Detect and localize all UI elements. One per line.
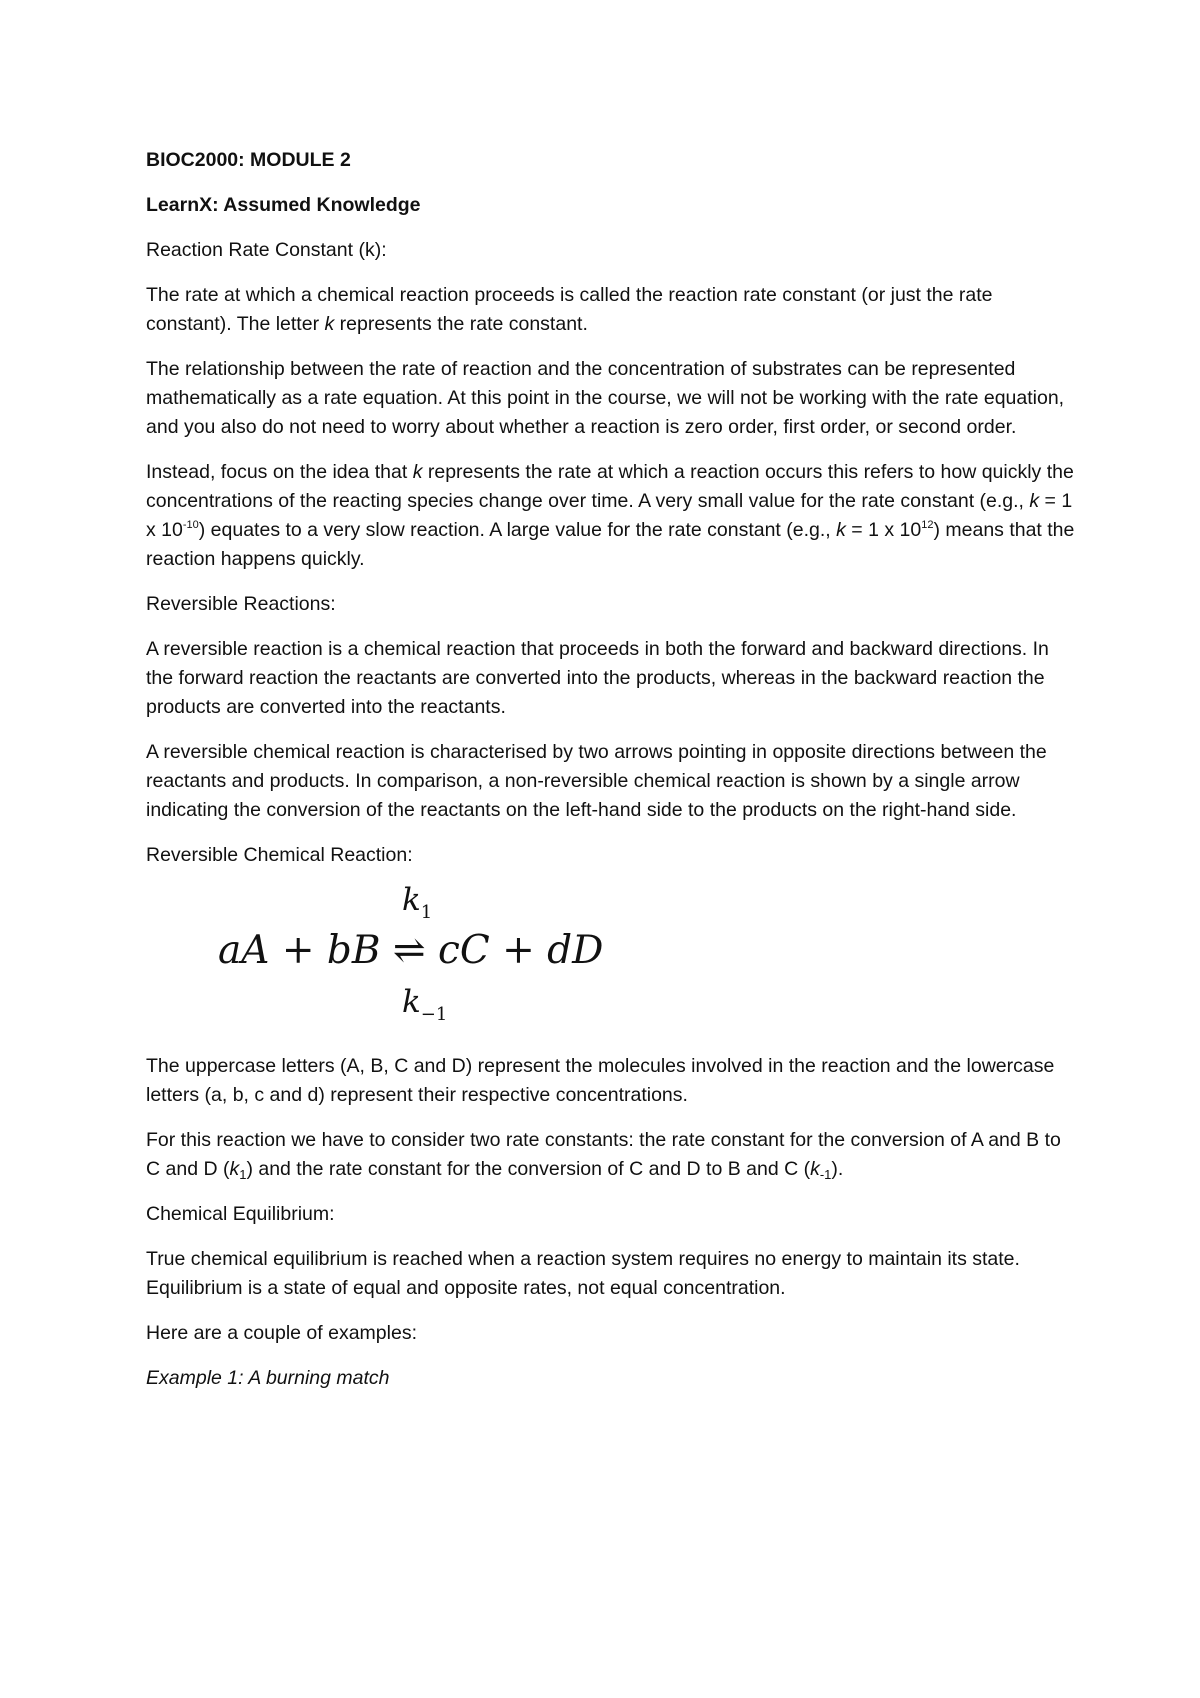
heading-rate-constant: Reaction Rate Constant (k):	[146, 239, 387, 261]
text-run: represents the rate at which a reaction occurs this refers to how quickly the concentrations of the reacting species change over time. A very small value for the rate constant (e.g.,	[146, 461, 1074, 512]
paragraph-equilibrium-definition: True chemical equilibrium is reached when a reaction system requires no energy to maintain its state. Equilibrium is a state of equal and opposite rates, not equal concentration.	[146, 1248, 1020, 1299]
text-run: The rate at which a chemical reaction proceeds is called the reaction rate constant (or just the rate constant). The letter	[146, 284, 993, 335]
document-subtitle: LearnX: Assumed Knowledge	[146, 194, 421, 216]
k-symbol: k	[229, 1158, 240, 1180]
reverse-rate-constant	[402, 984, 448, 1025]
example-1-title: Example 1: A burning match	[146, 1367, 390, 1389]
document-body	[146, 146, 1076, 1409]
heading-chemical-equilibrium: Chemical Equilibrium:	[146, 1203, 335, 1225]
text-run: ).	[831, 1158, 844, 1180]
subscript: 1	[420, 902, 433, 923]
k-symbol: k	[402, 984, 421, 1020]
k-symbol: k	[412, 461, 423, 483]
text-run: = 1 x 10	[146, 490, 1073, 541]
k-symbol: k	[1029, 490, 1040, 512]
k-symbol: k	[810, 1158, 820, 1180]
subscript: 1	[239, 1167, 247, 1182]
paragraph-reversible-arrows: A reversible chemical reaction is characterised by two arrows pointing in opposite directions between the reactants and products. In comparison, a non-reversible chemical reaction is shown by a single arrow indicating the conversion of the reactants on the left-hand side to the products on the right-hand side.	[146, 741, 1047, 821]
text-run: ) and the rate constant for the conversion of C and D to B and C (	[246, 1158, 811, 1180]
forward-rate-constant	[402, 882, 433, 923]
paragraph-two-rate-constants	[146, 1126, 1076, 1184]
paragraph-rate-constant-examples	[146, 458, 1076, 574]
text-run: represents the rate constant.	[334, 313, 588, 335]
subscript: −1	[420, 1004, 448, 1025]
paragraph-rate-constant-definition	[146, 281, 1076, 339]
k-symbol: k	[324, 313, 335, 335]
heading-reversible-reactions: Reversible Reactions:	[146, 593, 336, 615]
text-run: ) equates to a very slow reaction. A large value for the rate constant (e.g.,	[198, 519, 837, 541]
exponent: 12	[921, 519, 934, 531]
paragraph-reversible-definition: A reversible reaction is a chemical reaction that proceeds in both the forward and backward directions. In the forward reaction the reactants are converted into the products, whereas in the backward reaction the products are converted into the reactants.	[146, 638, 1049, 718]
exponent: -10	[182, 519, 199, 531]
paragraph-examples-intro: Here are a couple of examples:	[146, 1322, 417, 1344]
text-run: For this reaction we have to consider two rate constants: the rate constant for the conversion of A and B to C and D (	[146, 1129, 1061, 1180]
k-symbol: k	[402, 882, 421, 918]
k-symbol: k	[836, 519, 846, 541]
document-title: BIOC2000: MODULE 2	[146, 149, 351, 171]
paragraph-rate-equation: The relationship between the rate of reaction and the concentration of substrates can be represented mathematically as a rate equation. At this point in the course, we will not be working with the rate equation, and you also do not need to worry about whether a reaction is zero order, first order, or second order.	[146, 358, 1065, 438]
paragraph-letters-meaning: The uppercase letters (A, B, C and D) represent the molecules involved in the reaction and the lowercase letters (a, b, c and d) represent their respective concentrations.	[146, 1055, 1055, 1106]
text-run: = 1 x 10	[845, 519, 922, 541]
equation-main: aA + bB ⇌ cC + dD	[218, 928, 604, 973]
text-run: Instead, focus on the idea that	[146, 461, 413, 483]
subscript: -1	[819, 1167, 832, 1182]
heading-reversible-chemical-reaction: Reversible Chemical Reaction:	[146, 844, 413, 866]
reaction-equation	[146, 882, 1076, 1036]
text-run: ) means that the reaction happens quickly.	[146, 519, 1075, 570]
